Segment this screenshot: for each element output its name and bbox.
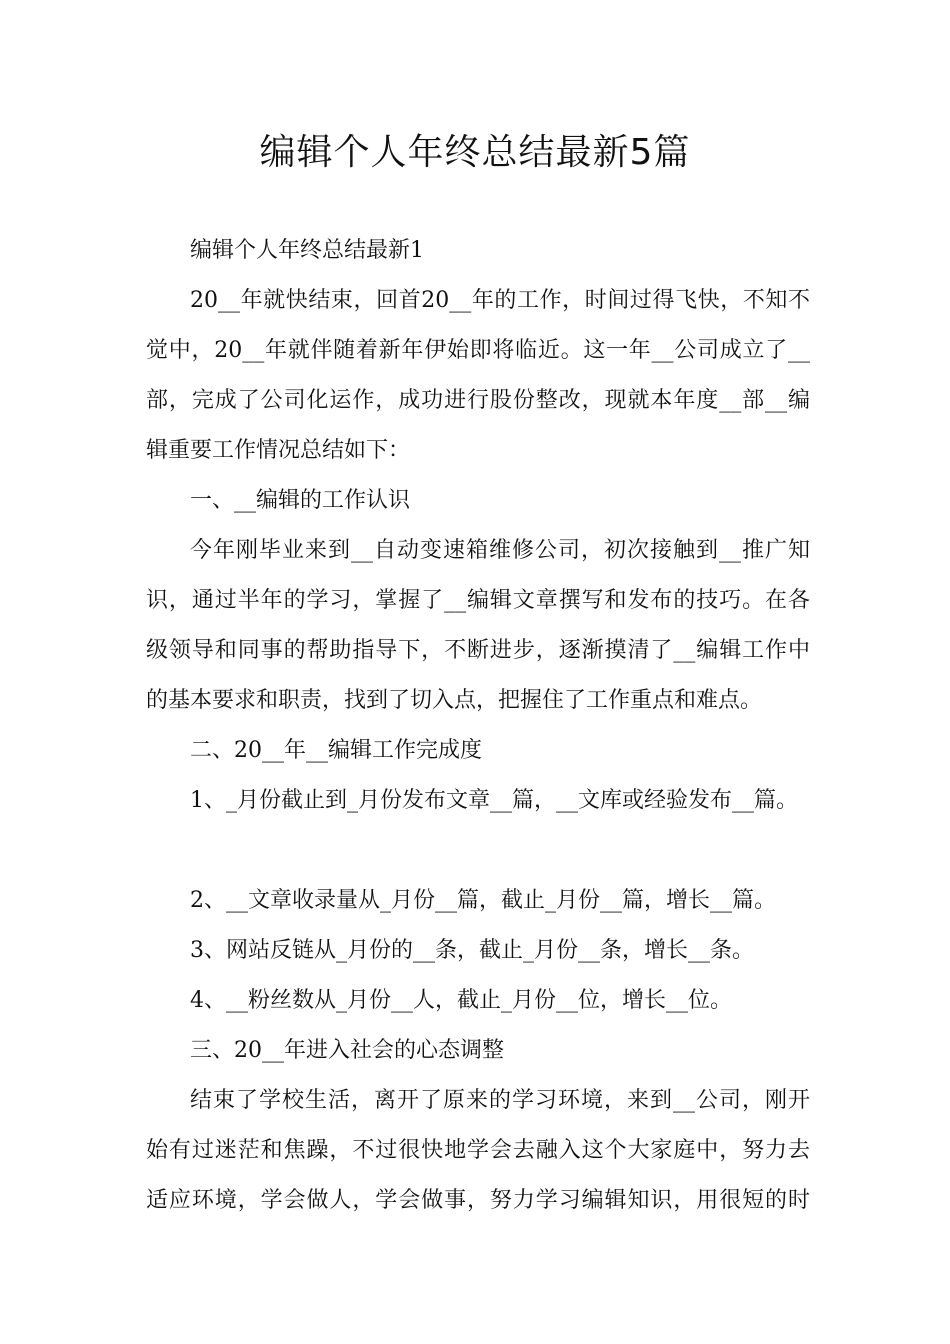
paragraph-line: 识，通过半年的学习，掌握了__编辑文章撰写和发布的技巧。在各: [146, 588, 810, 613]
paragraph-line: 结束了学校生活，离开了原来的学习环境，来到__公司，刚开: [190, 1088, 810, 1113]
paragraph-line: 辑重要工作情况总结如下：: [146, 438, 411, 463]
paragraph-line: 级领导和同事的帮助指导下，不断进步，逐渐摸清了__编辑工作中: [146, 638, 810, 663]
paragraph-line: 20__年就快结束，回首20__年的工作，时间过得飞快，不知不: [190, 288, 810, 313]
list-item: 2、__文章收录量从_月份__篇，截止_月份__篇，增长__篇。: [190, 888, 776, 913]
section-heading: 二、20__年__编辑工作完成度: [190, 738, 482, 763]
paragraph-line: 适应环境，学会做人，学会做事，努力学习编辑知识，用很短的时: [146, 1188, 810, 1213]
paragraph-line: 的基本要求和职责，找到了切入点，把握住了工作重点和难点。: [146, 688, 763, 713]
list-item: 1、_月份截止到_月份发布文章__篇，__文库或经验发布__篇。: [190, 788, 798, 813]
paragraph-line: 今年刚毕业来到__自动变速箱维修公司，初次接触到__推广知: [190, 538, 810, 563]
list-item: 3、网站反链从_月份的__条，截止_月份__条，增长__条。: [190, 938, 754, 963]
section-heading: 三、20__年进入社会的心态调整: [190, 1038, 504, 1063]
section-heading-1: 编辑个人年终总结最新1: [190, 238, 424, 263]
paragraph-line: 始有过迷茫和焦躁，不过很快地学会去融入这个大家庭中，努力去: [146, 1138, 810, 1163]
paragraph-line: 觉中，20__年就伴随着新年伊始即将临近。这一年__公司成立了__: [146, 338, 810, 363]
list-item: 4、__粉丝数从_月份__人，截止_月份__位，增长__位。: [190, 988, 732, 1013]
document-title: 编辑个人年终总结最新5篇: [259, 132, 691, 173]
paragraph-line: 部，完成了公司化运作，成功进行股份整改，现就本年度__部__编: [146, 388, 810, 413]
section-heading: 一、__编辑的工作认识: [190, 488, 411, 513]
